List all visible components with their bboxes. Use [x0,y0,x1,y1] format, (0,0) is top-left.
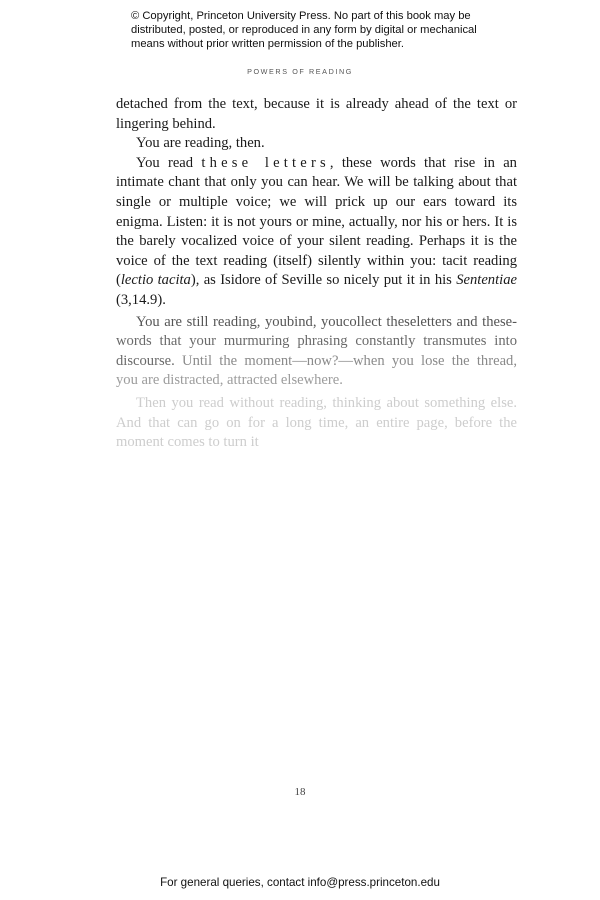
paragraph-4-part-5: you are distracted, attracted elsewhere. [116,372,343,389]
paragraph-4-part-4: Until the moment—now?—when you lose the thread, [174,352,517,369]
paragraph-5: Then you read without reading, thinking about something else. And that can go on for a long time, an entire page, before the moment comes to turn it [116,394,517,451]
paragraph-4-part-2: words that your murmuring phrasing constantly transmutes into [116,333,517,350]
spaced-letters: these letters [201,154,330,171]
running-head: POWERS OF READING [247,67,353,76]
italic-sententiae: Sententiae [456,272,517,289]
paragraph-4 [116,313,517,391]
paragraph-4-part-1: You are still reading, youbind, youcollect theseletters and these- [136,313,517,330]
page-number: 18 [294,786,306,798]
paragraph-4-part-3: discourse. [116,352,175,369]
copyright-notice: © Copyright, Princeton University Press. No part of this book may be distributed, posted, or reproduced in any form by digital or mechanical means without prior written permission of the publisher. [131,10,477,50]
paragraph-1: detached from the text, because it is already ahead of the text or lingering behind. [116,96,517,132]
paragraph-3-before: You read [136,154,202,171]
paragraph-3-mid: ), as Isidore of Seville so nicely put it in his [190,272,457,289]
body-text [116,95,517,453]
paragraph-3-after: , these words that rise in an intimate chant that only you can hear. We will be talking about that single or multiple voice; we will prick up our ears toward its enigma. Listen: it is not yours or mine, actually, nor his or hers. It is the barely vocalized voice of your silent reading. Perhaps it is the voice of the text reading (itself) silently within you: tacit reading ( [116,154,517,289]
paragraph-3 [116,154,517,311]
italic-lectio-tacita: lectio tacita [120,272,191,289]
paragraph-2: You are reading, then. [136,135,265,152]
paragraph-3-end: (3,14.9). [116,291,166,308]
footer-contact: For general queries, contact info@press.princeton.edu [160,876,440,889]
